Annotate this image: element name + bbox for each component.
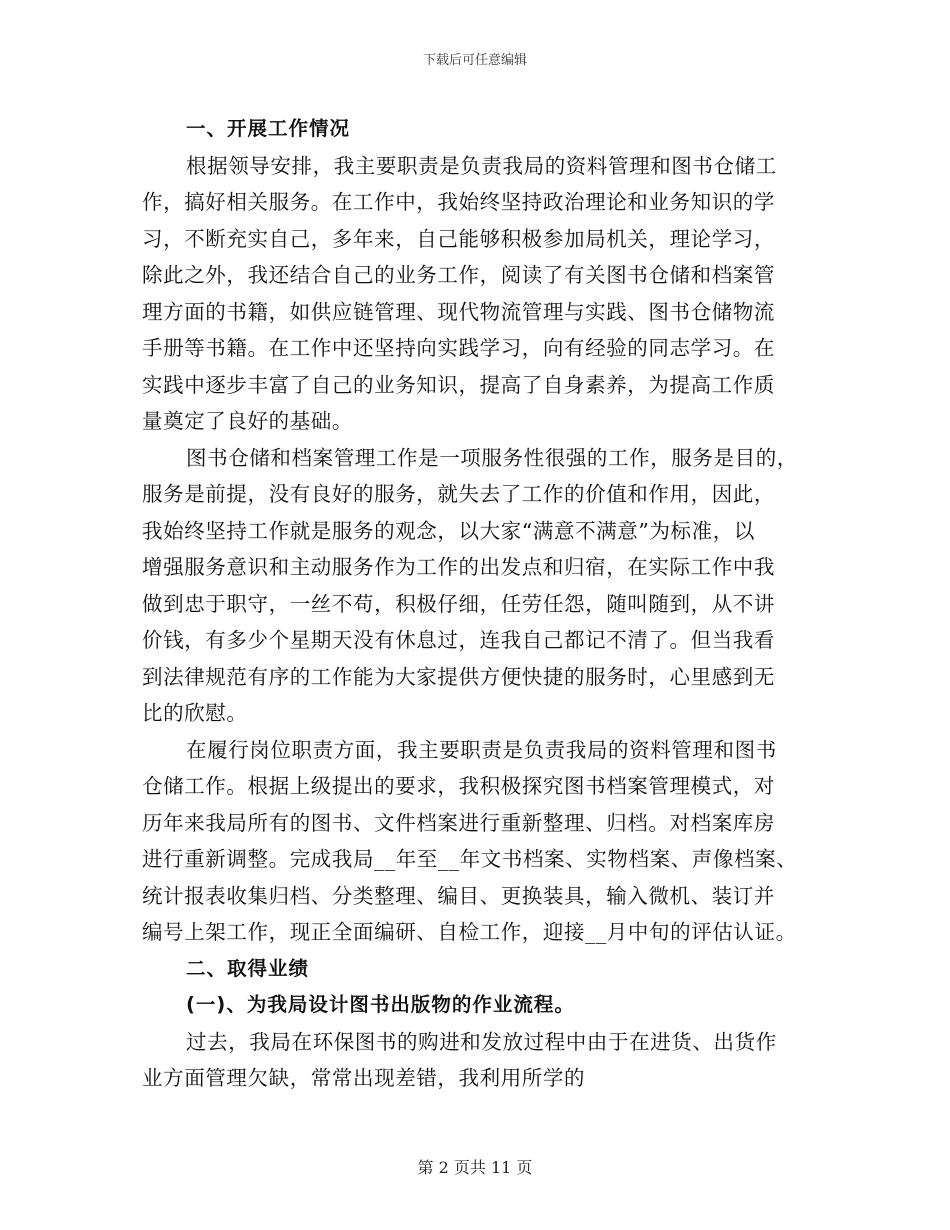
text-line: 理方面的书籍，如供应链管理、现代物流管理与实践、图书仓储物流	[142, 299, 775, 324]
text-line: 到法律规范有序的工作能为大家提供方便快捷的服务时，心里感到无	[142, 664, 775, 689]
text-line: 编号上架工作，现正全面编研、自检工作，迎接__月中旬的评估认证。	[142, 920, 797, 944]
text-line: 手册等书籍。在工作中还坚持向实践学习，向有经验的同志学习。在	[142, 336, 775, 360]
text-line: 习，不断充实自己，多年来，自己能够积极参加局机关，理论学习，	[142, 226, 775, 251]
page-number-footer: 第 2 页共 11 页	[417, 1158, 533, 1177]
text-line: 比的欣慰。	[142, 701, 248, 725]
document-body	[142, 111, 812, 1097]
text-line: 服务是前提，没有良好的服务，就失去了工作的价值和作用，因此，	[142, 482, 775, 506]
text-line: 作，搞好相关服务。在工作中，我始终坚持政治理论和业务知识的学	[142, 190, 775, 214]
text-line: 统计报表收集归档、分类整理、编目、更换装具，输入微机、装订并	[142, 883, 775, 908]
section-heading: 二、取得业绩	[186, 956, 310, 980]
text-line: 仓储工作。根据上级提出的要求，我积极探究图书档案管理模式，对	[142, 774, 775, 798]
text-line: 业方面管理欠缺，常常出现差错，我利用所学的	[142, 1066, 586, 1090]
text-line: 除此之外，我还结合自己的业务工作，阅读了有关图书仓储和档案管	[142, 263, 775, 287]
text-line: 增强服务意识和主动服务作为工作的出发点和归宿，在实际工作中我	[142, 555, 775, 579]
text-line: 实践中逐步丰富了自己的业务知识，提高了自身素养，为提高工作质	[142, 372, 775, 397]
text-line: 价钱，有多少个星期天没有休息过，连我自己都记不清了。但当我看	[142, 628, 775, 652]
text-line: 历年来我局所有的图书、文件档案进行重新整理、归档。对档案库房	[142, 810, 775, 835]
text-line: 量奠定了良好的基础。	[142, 409, 353, 433]
subsection-heading: (一)、为我局设计图书出版物的作业流程。	[186, 993, 575, 1016]
text-line: 我始终坚持工作就是服务的观念，以大家“满意不满意”为标准，以	[142, 518, 755, 543]
page-header: 下载后可任意编辑	[422, 53, 527, 68]
text-line: 过去，我局在环保图书的购进和发放过程中由于在进货、出货作	[186, 1029, 777, 1054]
text-line: 做到忠于职守，一丝不苟，积极仔细，任劳任怨，随叫随到，从不讲	[142, 591, 775, 616]
text-line: 进行重新调整。完成我局__年至__年文书档案、实物档案、声像档案、	[142, 847, 798, 871]
text-line: 根据领导安排，我主要职责是负责我局的资料管理和图书仓储工	[186, 153, 777, 178]
section-heading: 一、开展工作情况	[186, 117, 351, 140]
text-line: 图书仓储和档案管理工作是一项服务性很强的工作，服务是目的，	[186, 445, 798, 470]
text-line: 在履行岗位职责方面，我主要职责是负责我局的资料管理和图书	[186, 737, 777, 762]
